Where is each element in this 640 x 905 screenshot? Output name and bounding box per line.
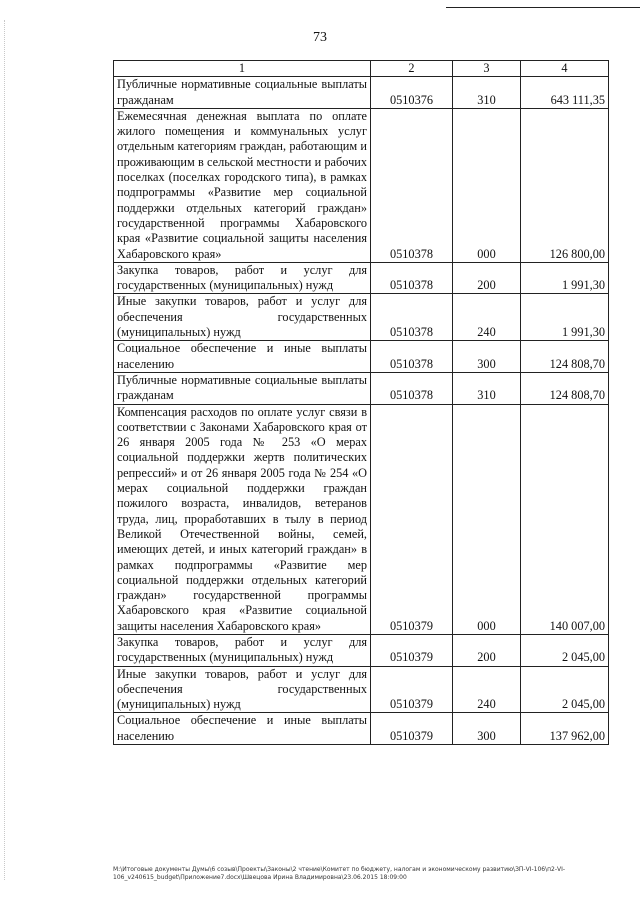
target-code: 0510378 [371, 108, 453, 262]
table-row [114, 294, 609, 341]
column-header: 1 [114, 61, 371, 77]
amount: 137 962,00 [521, 713, 609, 745]
expense-name: Социальное обеспечение и иные выплаты населению [114, 713, 371, 745]
expense-type: 240 [453, 666, 521, 713]
amount: 124 808,70 [521, 341, 609, 373]
table-row [114, 713, 609, 745]
target-code: 0510378 [371, 262, 453, 294]
expense-name: Закупка товаров, работ и услуг для государственных (муниципальных) нужд [114, 634, 371, 666]
column-header: 4 [521, 61, 609, 77]
expense-name: Компенсация расходов по оплате услуг связи в соответствии с Законами Хабаровского края от 26 января 2005 года № 253 «О мерах социальной поддержки жертв политических репрессий» и от 26 января 2005 года № 254 «О мерах социальной поддержки граждан пожилого возраста, инвалидов, ветеранов труда, лиц, проработавших в тылу в период Великой Отечественной войны, семей, имеющих детей, и иных категорий граждан» в рамках подпрограммы «Развитие мер социальной поддержки отдельных категорий граждан» государственной программы Хабаровского края «Развитие социальной защиты населения Хабаровского края» [114, 404, 371, 634]
column-header: 3 [453, 61, 521, 77]
table-row [114, 262, 609, 294]
top-rule [446, 7, 640, 8]
scan-margin [4, 20, 5, 880]
expense-type: 200 [453, 634, 521, 666]
file-path-footer: М:\Итоговые документы Думы\6 созыв\Проекты\Законы\2 чтение\Комитет по бюджету, налогам и экономическому развитию\ЗП-VI-106\п2-VI-106_v240615_budget\Приложение7.docx\Швецова Ирина Владимировна\23.06.2015 18:09:00 [113, 866, 566, 881]
expense-type: 000 [453, 404, 521, 634]
expense-name: Иные закупки товаров, работ и услуг для обеспечения государственных (муниципальных) нужд [114, 666, 371, 713]
target-code: 0510378 [371, 341, 453, 373]
expense-name: Публичные нормативные социальные выплаты гражданам [114, 77, 371, 109]
amount: 2 045,00 [521, 634, 609, 666]
target-code: 0510378 [371, 294, 453, 341]
amount: 1 991,30 [521, 262, 609, 294]
expense-name: Социальное обеспечение и иные выплаты населению [114, 341, 371, 373]
target-code: 0510379 [371, 634, 453, 666]
amount: 1 991,30 [521, 294, 609, 341]
table-header-row [114, 61, 609, 77]
target-code: 0510376 [371, 77, 453, 109]
expense-name: Иные закупки товаров, работ и услуг для обеспечения государственных (муниципальных) нужд [114, 294, 371, 341]
table-row [114, 108, 609, 262]
amount: 124 808,70 [521, 372, 609, 404]
table-row [114, 634, 609, 666]
column-header: 2 [371, 61, 453, 77]
table-row [114, 666, 609, 713]
expense-name: Закупка товаров, работ и услуг для государственных (муниципальных) нужд [114, 262, 371, 294]
amount: 140 007,00 [521, 404, 609, 634]
expense-type: 300 [453, 713, 521, 745]
expense-type: 300 [453, 341, 521, 373]
table-row [114, 77, 609, 109]
amount: 126 800,00 [521, 108, 609, 262]
expense-type: 240 [453, 294, 521, 341]
target-code: 0510379 [371, 713, 453, 745]
amount: 643 111,35 [521, 77, 609, 109]
expense-name: Публичные нормативные социальные выплаты гражданам [114, 372, 371, 404]
table-row [114, 372, 609, 404]
amount: 2 045,00 [521, 666, 609, 713]
table-row [114, 404, 609, 634]
target-code: 0510379 [371, 404, 453, 634]
expense-type: 200 [453, 262, 521, 294]
target-code: 0510379 [371, 666, 453, 713]
expense-type: 310 [453, 372, 521, 404]
target-code: 0510378 [371, 372, 453, 404]
expense-name: Ежемесячная денежная выплата по оплате жилого помещения и коммунальных услуг отдельным категориям граждан, работающим и проживающим в сельской местности и рабочих поселках (поселках городского типа), в рамках подпрограммы «Развитие мер социальной поддержки отдельных категорий граждан» государственной программы Хабаровского края «Развитие социальной защиты населения Хабаровского края» [114, 108, 371, 262]
table-row [114, 341, 609, 373]
expense-type: 310 [453, 77, 521, 109]
expense-type: 000 [453, 108, 521, 262]
page-number: 73 [313, 30, 327, 45]
budget-table [113, 60, 609, 745]
